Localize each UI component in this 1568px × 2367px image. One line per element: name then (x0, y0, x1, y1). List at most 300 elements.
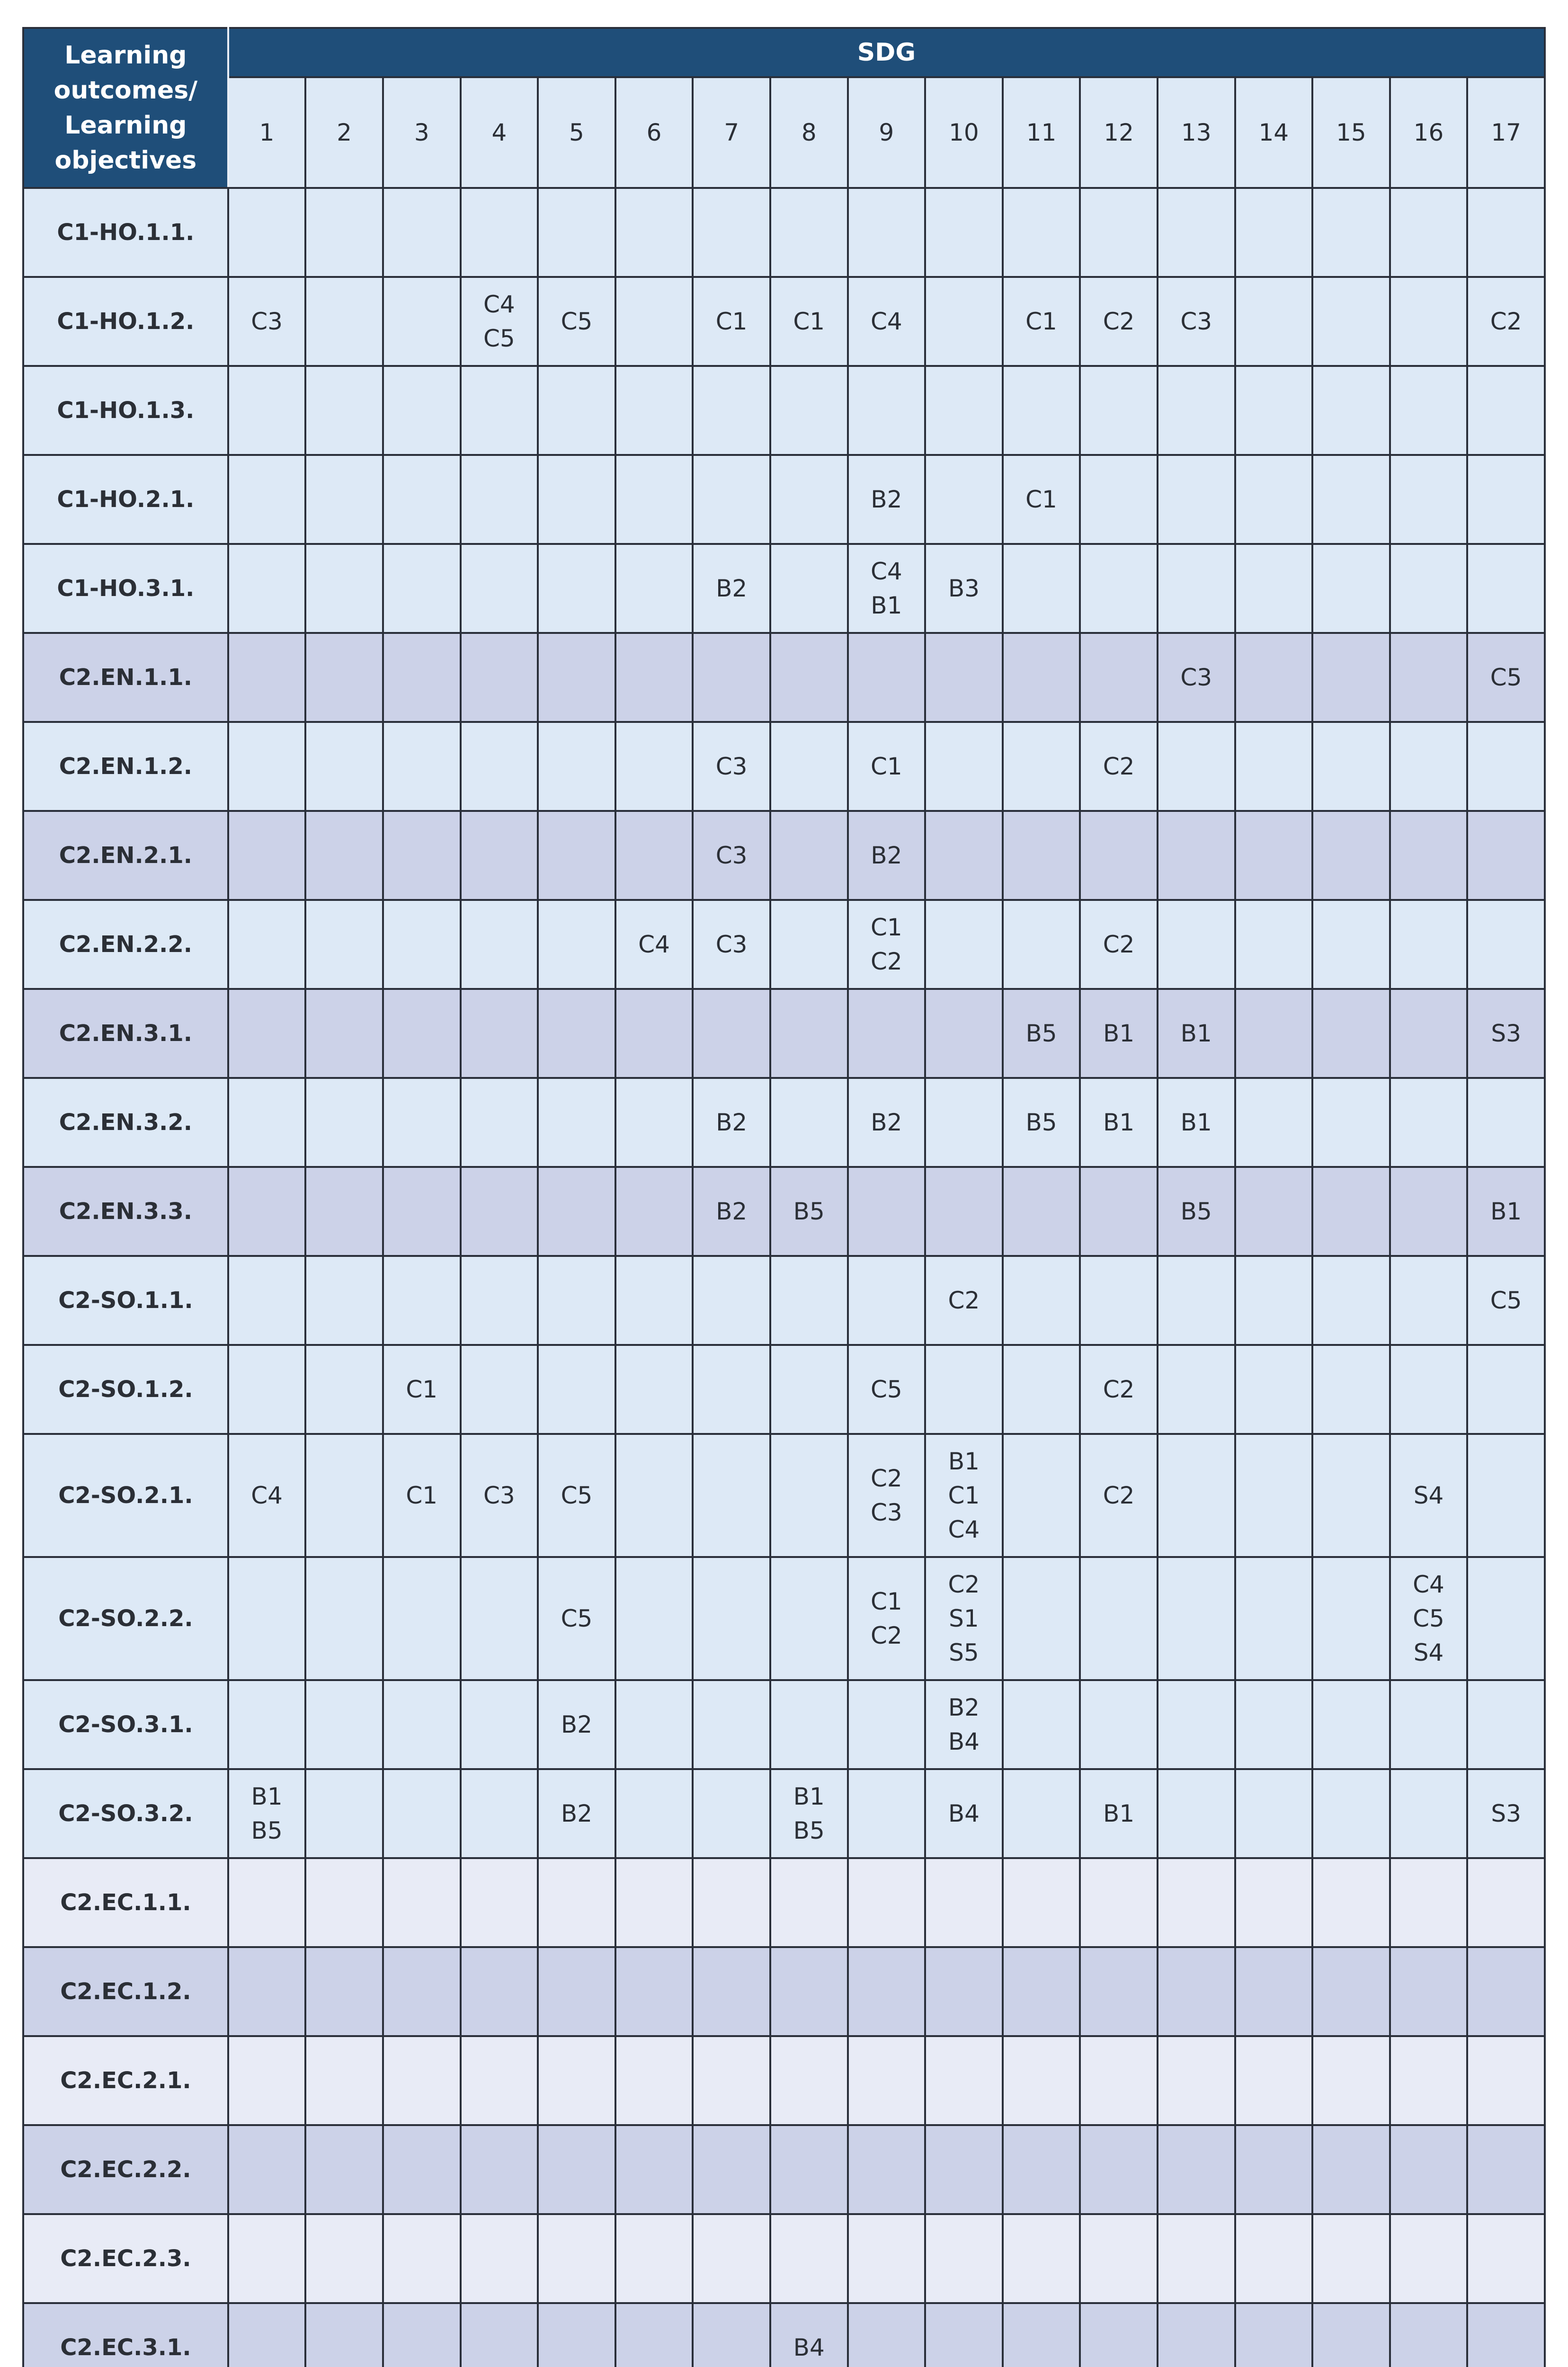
mapping-cell (770, 989, 848, 1078)
table-row (23, 455, 1545, 544)
mapping-cell (693, 633, 770, 722)
mapping-cell (1312, 277, 1390, 366)
mapping-cell (848, 2125, 926, 2214)
mapping-cell (1235, 1947, 1313, 2036)
mapping-cell (538, 544, 615, 633)
mapping-cell (305, 455, 383, 544)
sdg-number-2: 2 (305, 77, 383, 188)
mapping-cell (383, 188, 461, 277)
mapping-cell (848, 1680, 926, 1769)
mapping-cell (305, 277, 383, 366)
mapping-cell (461, 188, 538, 277)
mapping-cell (1235, 1858, 1313, 1947)
mapping-code: C1 (870, 1588, 902, 1615)
mapping-cell (1080, 2214, 1158, 2303)
corner-header-line: Learning (64, 111, 187, 140)
mapping-code: C2 (1103, 1482, 1135, 1509)
mapping-cell (1080, 1345, 1158, 1434)
mapping-cell (1235, 1078, 1313, 1167)
mapping-cell (1467, 366, 1545, 455)
mapping-cell (1080, 1947, 1158, 2036)
mapping-code: B5 (251, 1817, 283, 1844)
mapping-cell (461, 1256, 538, 1345)
mapping-cell (1235, 2125, 1313, 2214)
mapping-cell (770, 900, 848, 989)
mapping-cell (383, 2036, 461, 2125)
mapping-cell (770, 1434, 848, 1557)
table-row (23, 1769, 1545, 1858)
mapping-cell (383, 1256, 461, 1345)
mapping-cell (1312, 989, 1390, 1078)
sdg-number-13: 13 (1158, 77, 1235, 188)
mapping-cell (1235, 1769, 1313, 1858)
mapping-cell (1312, 1434, 1390, 1557)
mapping-cell (1235, 1557, 1313, 1680)
table-row (23, 544, 1545, 633)
mapping-cell (383, 544, 461, 633)
mapping-cell (1080, 366, 1158, 455)
row-label: C2.EC.2.3. (23, 2214, 228, 2303)
mapping-code: S4 (1413, 1639, 1444, 1666)
mapping-cell (1312, 1769, 1390, 1858)
mapping-cell (693, 544, 770, 633)
mapping-cell (228, 544, 306, 633)
mapping-cell (925, 455, 1003, 544)
mapping-cell (615, 1256, 693, 1345)
mapping-code: C3 (1180, 664, 1212, 691)
mapping-code: B1 (948, 1448, 980, 1475)
mapping-cell (1080, 277, 1158, 366)
mapping-cell (1158, 188, 1235, 277)
mapping-cell (1080, 2036, 1158, 2125)
mapping-cell (538, 188, 615, 277)
mapping-cell (228, 722, 306, 811)
mapping-cell (693, 722, 770, 811)
mapping-code: C5 (483, 325, 515, 352)
mapping-cell (925, 1769, 1003, 1858)
table-row (23, 2036, 1545, 2125)
row-label: C1-HO.3.1. (23, 544, 228, 633)
mapping-cell (1390, 900, 1468, 989)
mapping-cell (1158, 2303, 1235, 2367)
sdg-number-4: 4 (461, 77, 538, 188)
mapping-cell (848, 989, 926, 1078)
mapping-cell (461, 1167, 538, 1256)
row-label: C2.EN.2.1. (23, 811, 228, 900)
mapping-code: B4 (948, 1728, 980, 1755)
mapping-cell (1158, 2036, 1235, 2125)
mapping-cell (228, 2214, 306, 2303)
row-label: C2-SO.1.2. (23, 1345, 228, 1434)
sdg-number-11: 11 (1003, 77, 1080, 188)
mapping-cell (461, 2125, 538, 2214)
mapping-code: C1 (870, 753, 902, 780)
mapping-cell (383, 1167, 461, 1256)
table-row (23, 722, 1545, 811)
mapping-cell (848, 1769, 926, 1858)
mapping-cell (1235, 277, 1313, 366)
mapping-cell (1158, 2214, 1235, 2303)
mapping-cell (1158, 1434, 1235, 1557)
sdg-number-12: 12 (1080, 77, 1158, 188)
mapping-cell (1003, 1078, 1080, 1167)
mapping-cell (383, 900, 461, 989)
mapping-cell (1080, 2303, 1158, 2367)
table-row (23, 1345, 1545, 1434)
mapping-cell (1003, 2303, 1080, 2367)
mapping-cell (1312, 2125, 1390, 2214)
mapping-cell (305, 1167, 383, 1256)
mapping-cell (1235, 1167, 1313, 1256)
mapping-cell (693, 2214, 770, 2303)
mapping-code: C2 (870, 1622, 902, 1649)
mapping-cell (228, 2036, 306, 2125)
mapping-code: C5 (1413, 1605, 1444, 1632)
mapping-code: C3 (870, 1499, 902, 1526)
mapping-cell (1312, 1557, 1390, 1680)
mapping-cell (305, 1078, 383, 1167)
mapping-code: C4 (251, 1482, 283, 1509)
mapping-cell (848, 1256, 926, 1345)
mapping-cell (1312, 1947, 1390, 2036)
mapping-cell (770, 366, 848, 455)
mapping-cell (1390, 1858, 1468, 1947)
mapping-cell (228, 1078, 306, 1167)
mapping-cell (1158, 2125, 1235, 2214)
mapping-cell (615, 722, 693, 811)
mapping-cell (228, 1345, 306, 1434)
mapping-cell (228, 900, 306, 989)
mapping-cell (693, 2036, 770, 2125)
mapping-cell (1003, 2214, 1080, 2303)
mapping-cell (1390, 1078, 1468, 1167)
row-label: C1-HO.1.3. (23, 366, 228, 455)
mapping-cell (1312, 2036, 1390, 2125)
mapping-cell (848, 1167, 926, 1256)
mapping-cell (615, 1947, 693, 2036)
mapping-cell (305, 366, 383, 455)
mapping-cell (228, 1434, 306, 1557)
row-label: C2.EC.2.1. (23, 2036, 228, 2125)
mapping-code: S5 (949, 1639, 979, 1666)
mapping-cell (1467, 1858, 1545, 1947)
mapping-cell (1312, 1680, 1390, 1769)
mapping-cell (693, 2125, 770, 2214)
mapping-code: C5 (870, 1376, 902, 1403)
mapping-cell (538, 1680, 615, 1769)
mapping-cell (1312, 1858, 1390, 1947)
mapping-cell (461, 1345, 538, 1434)
row-label: C2.EC.2.2. (23, 2125, 228, 2214)
mapping-cell (1158, 900, 1235, 989)
mapping-cell (1467, 2303, 1545, 2367)
table-row (23, 989, 1545, 1078)
mapping-code: B1 (1490, 1198, 1522, 1225)
mapping-cell (383, 989, 461, 1078)
mapping-cell (538, 1345, 615, 1434)
mapping-cell (305, 1947, 383, 2036)
mapping-cell (461, 277, 538, 366)
mapping-cell (1390, 544, 1468, 633)
mapping-cell (228, 366, 306, 455)
mapping-cell (461, 1557, 538, 1680)
mapping-cell (693, 1557, 770, 1680)
mapping-cell (615, 811, 693, 900)
mapping-cell (615, 2214, 693, 2303)
mapping-cell (770, 188, 848, 277)
mapping-cell (538, 277, 615, 366)
mapping-code: C1 (948, 1482, 980, 1509)
mapping-cell (848, 1078, 926, 1167)
mapping-cell (1158, 1256, 1235, 1345)
row-label: C2.EC.3.1. (23, 2303, 228, 2367)
mapping-cell (1312, 811, 1390, 900)
mapping-cell (305, 633, 383, 722)
sdg-mapping-table (22, 27, 1546, 2367)
mapping-cell (848, 277, 926, 366)
mapping-cell (615, 1167, 693, 1256)
table-row (23, 1858, 1545, 1947)
mapping-cell (1003, 1858, 1080, 1947)
mapping-cell (228, 1256, 306, 1345)
mapping-cell (848, 2303, 926, 2367)
table-row (23, 1947, 1545, 2036)
mapping-cell (228, 1557, 306, 1680)
mapping-cell (1390, 188, 1468, 277)
mapping-cell (305, 1557, 383, 1680)
mapping-code: B4 (948, 1800, 980, 1827)
mapping-cell (1312, 1256, 1390, 1345)
mapping-cell (228, 277, 306, 366)
row-label: C2.EC.1.2. (23, 1947, 228, 2036)
mapping-cell (305, 1345, 383, 1434)
mapping-code: B5 (793, 1198, 825, 1225)
mapping-cell (770, 1680, 848, 1769)
mapping-cell (770, 455, 848, 544)
mapping-cell (1080, 188, 1158, 277)
mapping-code: C2 (1103, 308, 1135, 335)
mapping-cell (1003, 277, 1080, 366)
corner-header-line: Learning (64, 41, 187, 70)
mapping-code: B5 (1025, 1109, 1057, 1136)
mapping-cell (1235, 188, 1313, 277)
mapping-code: C2 (1103, 753, 1135, 780)
mapping-cell (461, 544, 538, 633)
mapping-cell (1467, 989, 1545, 1078)
mapping-code: C4 (870, 558, 902, 585)
mapping-code: B5 (1025, 1020, 1057, 1047)
mapping-cell (538, 1256, 615, 1345)
sdg-number-5: 5 (538, 77, 615, 188)
mapping-cell (1158, 1947, 1235, 2036)
mapping-cell (615, 455, 693, 544)
mapping-cell (1467, 1769, 1545, 1858)
mapping-cell (228, 1680, 306, 1769)
mapping-cell (770, 633, 848, 722)
mapping-cell (305, 722, 383, 811)
mapping-cell (1390, 722, 1468, 811)
mapping-cell (615, 1769, 693, 1858)
mapping-cell (848, 900, 926, 989)
mapping-cell (1080, 1167, 1158, 1256)
table-row (23, 2303, 1545, 2367)
mapping-cell (770, 1947, 848, 2036)
mapping-cell (1158, 1557, 1235, 1680)
mapping-cell (848, 2214, 926, 2303)
mapping-cell (615, 2125, 693, 2214)
mapping-cell (538, 811, 615, 900)
mapping-code: C4 (870, 308, 902, 335)
mapping-cell (1467, 1345, 1545, 1434)
mapping-code: C2 (1490, 308, 1522, 335)
mapping-cell (848, 633, 926, 722)
mapping-code: S3 (1491, 1020, 1521, 1047)
mapping-code: B2 (561, 1711, 593, 1738)
mapping-code: C1 (406, 1482, 438, 1509)
mapping-cell (1390, 1345, 1468, 1434)
mapping-cell (383, 2303, 461, 2367)
mapping-cell (848, 1434, 926, 1557)
mapping-cell (848, 811, 926, 900)
mapping-cell (770, 2214, 848, 2303)
mapping-cell (461, 2036, 538, 2125)
row-label: C1-HO.1.2. (23, 277, 228, 366)
mapping-cell (925, 2214, 1003, 2303)
mapping-cell (305, 2303, 383, 2367)
mapping-cell (1235, 1256, 1313, 1345)
mapping-cell (693, 811, 770, 900)
mapping-cell (1390, 2303, 1468, 2367)
mapping-code: B1 (1180, 1020, 1212, 1047)
mapping-cell (461, 1680, 538, 1769)
mapping-cell (1080, 989, 1158, 1078)
mapping-cell (1158, 811, 1235, 900)
mapping-cell (1003, 1345, 1080, 1434)
mapping-cell (925, 1256, 1003, 1345)
mapping-cell (1003, 188, 1080, 277)
mapping-cell (1080, 1256, 1158, 1345)
mapping-code: B4 (793, 2334, 825, 2361)
table-row (23, 366, 1545, 455)
mapping-cell (538, 1858, 615, 1947)
mapping-cell (461, 1858, 538, 1947)
mapping-cell (1003, 1256, 1080, 1345)
mapping-cell (925, 188, 1003, 277)
mapping-cell (1080, 1858, 1158, 1947)
mapping-cell (693, 1434, 770, 1557)
mapping-cell (1467, 1078, 1545, 1167)
mapping-cell (305, 2125, 383, 2214)
mapping-cell (383, 1434, 461, 1557)
mapping-cell (848, 455, 926, 544)
mapping-cell (1158, 1769, 1235, 1858)
mapping-cell (1467, 544, 1545, 633)
mapping-code: C5 (1490, 1287, 1522, 1314)
mapping-cell (383, 366, 461, 455)
mapping-cell (1312, 1345, 1390, 1434)
mapping-cell (228, 811, 306, 900)
mapping-cell (1235, 900, 1313, 989)
mapping-cell (1158, 722, 1235, 811)
sdg-number-16: 16 (1390, 77, 1468, 188)
mapping-cell (615, 366, 693, 455)
mapping-cell (1080, 811, 1158, 900)
mapping-cell (770, 1769, 848, 1858)
mapping-code: C3 (715, 842, 748, 869)
mapping-cell (461, 811, 538, 900)
mapping-cell (693, 1345, 770, 1434)
mapping-cell (538, 900, 615, 989)
mapping-cell (770, 1858, 848, 1947)
mapping-cell (1390, 1769, 1468, 1858)
mapping-cell (305, 1256, 383, 1345)
mapping-cell (1390, 1434, 1468, 1557)
mapping-cell (305, 1680, 383, 1769)
row-label: C2.EN.3.2. (23, 1078, 228, 1167)
mapping-code: S1 (949, 1605, 979, 1632)
mapping-cell (228, 188, 306, 277)
mapping-cell (925, 2303, 1003, 2367)
mapping-cell (615, 900, 693, 989)
mapping-cell (1467, 277, 1545, 366)
mapping-cell (1158, 633, 1235, 722)
mapping-code: C1 (715, 308, 748, 335)
mapping-cell (1312, 1167, 1390, 1256)
table-row (23, 1256, 1545, 1345)
mapping-cell (305, 1769, 383, 1858)
mapping-cell (538, 989, 615, 1078)
mapping-cell (1080, 1769, 1158, 1858)
mapping-cell (538, 633, 615, 722)
mapping-cell (461, 989, 538, 1078)
mapping-code: C2 (948, 1571, 980, 1598)
mapping-cell (461, 722, 538, 811)
mapping-cell (693, 366, 770, 455)
mapping-cell (770, 544, 848, 633)
mapping-cell (228, 1769, 306, 1858)
mapping-cell (770, 1256, 848, 1345)
mapping-cell (1235, 366, 1313, 455)
table-row (23, 2214, 1545, 2303)
mapping-cell (1003, 900, 1080, 989)
mapping-code: B3 (948, 575, 980, 602)
mapping-cell (305, 1434, 383, 1557)
mapping-cell (1080, 1434, 1158, 1557)
table-row (23, 1680, 1545, 1769)
mapping-cell (615, 1345, 693, 1434)
mapping-cell (1080, 900, 1158, 989)
mapping-cell (848, 1345, 926, 1434)
mapping-cell (305, 900, 383, 989)
mapping-code: C2 (948, 1287, 980, 1314)
mapping-code: C3 (483, 1482, 515, 1509)
sdg-number-8: 8 (770, 77, 848, 188)
table-row (23, 1078, 1545, 1167)
mapping-cell (538, 366, 615, 455)
mapping-cell (383, 1769, 461, 1858)
mapping-cell (925, 544, 1003, 633)
mapping-cell (383, 1680, 461, 1769)
sdg-number-3: 3 (383, 77, 461, 188)
mapping-code: B5 (793, 1817, 825, 1844)
table-row (23, 633, 1545, 722)
mapping-code: B5 (1180, 1198, 1212, 1225)
mapping-cell (1235, 722, 1313, 811)
mapping-cell (1235, 455, 1313, 544)
mapping-code: C5 (561, 1605, 593, 1632)
mapping-cell (383, 633, 461, 722)
mapping-cell (615, 544, 693, 633)
